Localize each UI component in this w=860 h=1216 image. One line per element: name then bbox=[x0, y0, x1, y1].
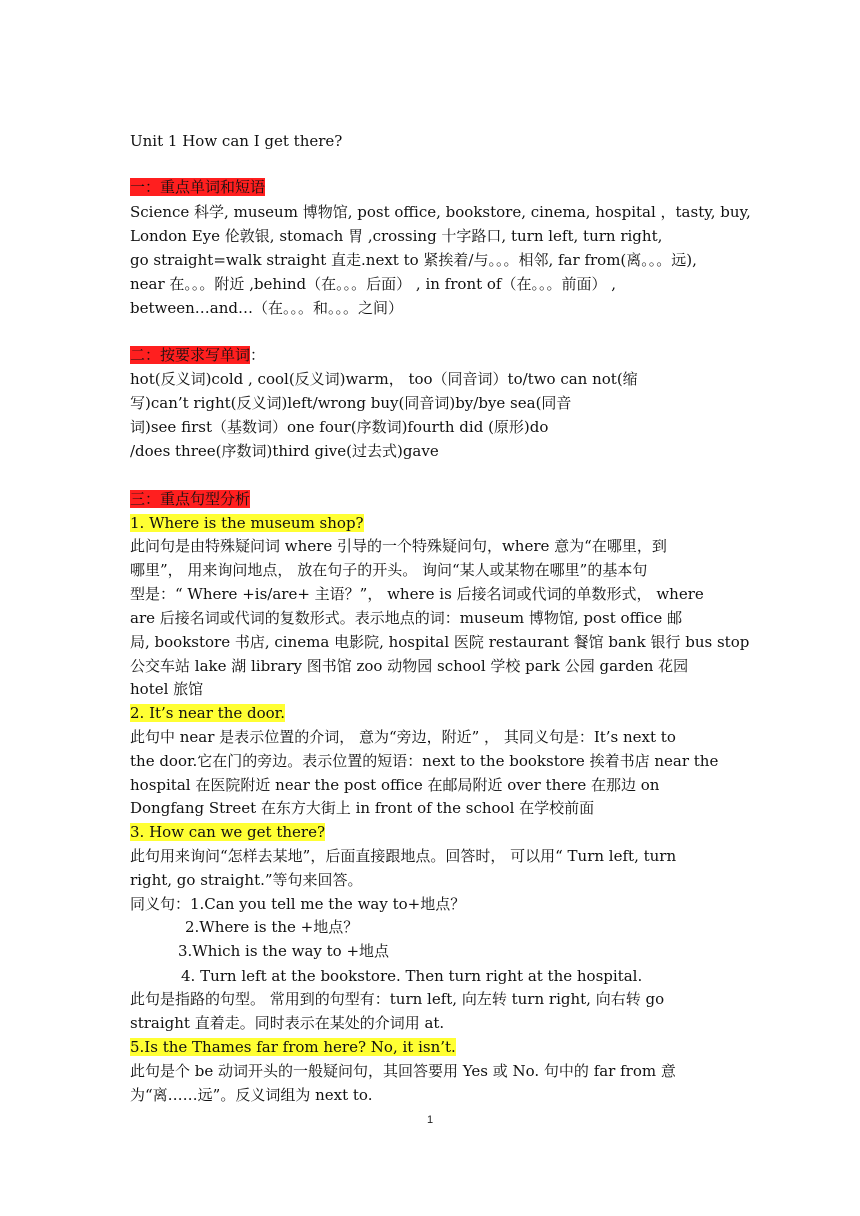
sentence-4-line: straight 直着走。同时表示在某处的介词用 at. bbox=[130, 1014, 445, 1032]
sentence-3-line: 2.Where is the +地点？ bbox=[185, 918, 359, 936]
sentence-3-text: 3. How can we get there? bbox=[130, 823, 325, 841]
section-1-heading-text: 一：重点单词和短语 bbox=[130, 178, 266, 196]
sentence-1-line: are 后接名词或代词的复数形式。表示地点的词：museum 博物馆, post office 邮 bbox=[130, 609, 683, 627]
sentence-1-line: 此问句是由特殊疑问词 where 引导的一个特殊疑问句，where 意为“在哪里，到 bbox=[130, 537, 667, 555]
section-2-heading-colon: ： bbox=[250, 346, 266, 364]
sentence-3-line: right, go straight.”等句来回答。 bbox=[130, 871, 363, 889]
sentence-1-line: 型是：“ Where +is/are+ 主语？”， where is 后接名词或代词的单数形式， where bbox=[130, 585, 704, 603]
section-1-line: go straight=walk straight 直走.next to 紧挨着/与。。。相邻, far from(离。。。远), bbox=[130, 251, 697, 269]
sentence-1-line: hotel 旅馆 bbox=[130, 680, 204, 698]
section-2-line: 词)see first（基数词）one four(序数词)fourth did (原形)do bbox=[130, 418, 549, 436]
sentence-2-text: 2. It’s near the door. bbox=[130, 704, 285, 722]
sentence-5-line: 为“离……远”。反义词组为 next to. bbox=[130, 1086, 373, 1104]
section-2-heading bbox=[130, 344, 265, 366]
section-2-line: hot(反义词)cold , cool(反义词)warm， too（同音词）to/two can not(缩 bbox=[130, 370, 638, 388]
section-1-line: London Eye 伦敦银, stomach 胃 ,crossing 十字路口, turn left, turn right, bbox=[130, 227, 663, 245]
section-2-line: 写)can’t right(反义词)left/wrong buy(同音词)by/bye sea(同音 bbox=[130, 394, 572, 412]
sentence-1-line: 哪里”， 用来询问地点， 放在句子的开头。 询问“某人或某物在哪里”的基本句 bbox=[130, 561, 648, 579]
sentence-5-heading bbox=[130, 1036, 456, 1058]
sentence-1-line: 局, bookstore 书店, cinema 电影院, hospital 医院 restaurant 餐馆 bank 银行 bus stop bbox=[130, 633, 750, 651]
doc-title: Unit 1 How can I get there? bbox=[130, 132, 343, 150]
section-3-heading bbox=[130, 488, 250, 510]
page-number: 1 bbox=[426, 1114, 434, 1126]
sentence-4-heading: 4. Turn left at the bookstore. Then turn right at the hospital. bbox=[181, 967, 643, 985]
section-2-heading-text: 二：按要求写单词 bbox=[130, 346, 251, 364]
section-2-line: /does three(序数词)third give(过去式)gave bbox=[130, 442, 439, 460]
section-1-heading bbox=[130, 176, 265, 198]
sentence-1-line: 公交车站 lake 湖 library 图书馆 zoo 动物园 school 学校 park 公园 garden 花园 bbox=[130, 657, 689, 675]
sentence-3-line: 3.Which is the way to +地点 bbox=[178, 942, 390, 960]
section-1-line: between…and…（在。。。和。。。之间） bbox=[130, 299, 403, 317]
sentence-5-line: 此句是个 be 动词开头的一般疑问句，其回答要用 Yes 或 No. 句中的 far from 意 bbox=[130, 1062, 676, 1080]
sentence-1-heading bbox=[130, 512, 364, 534]
sentence-5-text: 5.Is the Thames far from here? No, it isn’t. bbox=[130, 1038, 456, 1056]
sentence-1-text: 1. Where is the museum shop? bbox=[130, 514, 364, 532]
sentence-2-line: the door.它在门的旁边。表示位置的短语：next to the bookstore 挨着书店 near the bbox=[130, 752, 719, 770]
sentence-4-line: 此句是指路的句型。 常用到的句型有：turn left, 向左转 turn right, 向右转 go bbox=[130, 990, 665, 1008]
sentence-2-line: hospital 在医院附近 near the post office 在邮局附近 over there 在那边 on bbox=[130, 776, 660, 794]
sentence-3-line: 同义句：1.Can you tell me the way to+地点？ bbox=[130, 895, 466, 913]
section-3-heading-text: 三：重点句型分析 bbox=[130, 490, 251, 508]
sentence-2-line: Dongfang Street 在东方大街上 in front of the school 在学校前面 bbox=[130, 799, 595, 817]
section-1-line: near 在。。。附近 ,behind（在。。。后面） , in front of（在。。。前面） , bbox=[130, 275, 617, 293]
sentence-2-heading bbox=[130, 702, 285, 724]
sentence-2-line: 此句中 near 是表示位置的介词， 意为“旁边，附近” ， 其同义句是：It’s next to bbox=[130, 728, 676, 746]
section-1-line: Science 科学, museum 博物馆, post office, bookstore, cinema, hospital ，tasty, buy, bbox=[130, 203, 751, 221]
sentence-3-heading bbox=[130, 821, 325, 843]
sentence-3-line: 此句用来询问“怎样去某地”，后面直接跟地点。回答时， 可以用“ Turn left, turn bbox=[130, 847, 677, 865]
